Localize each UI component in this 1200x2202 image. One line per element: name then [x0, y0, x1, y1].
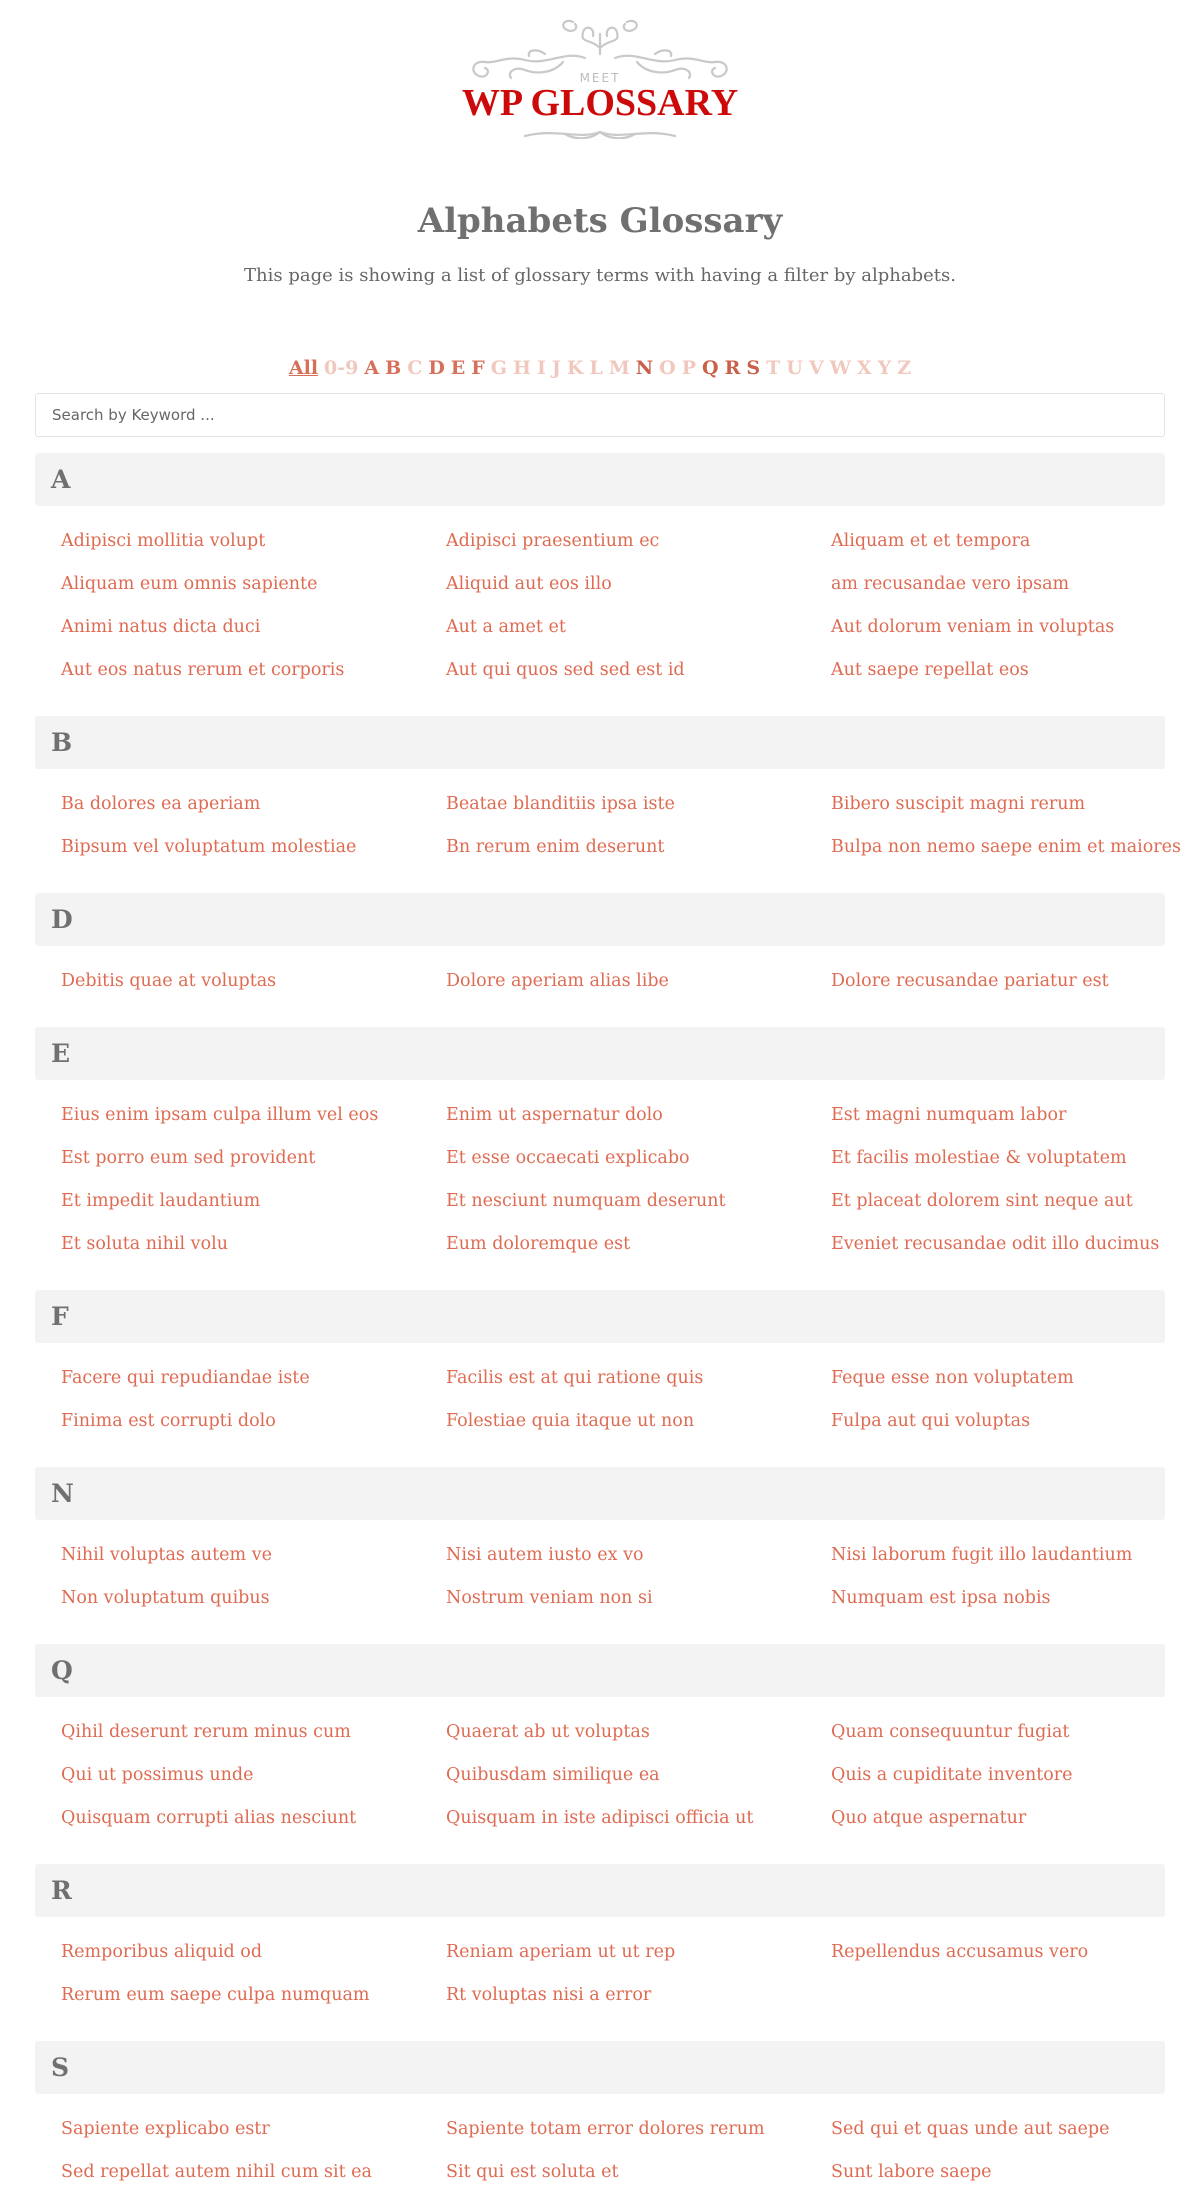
term-list: [35, 769, 1181, 877]
term-list: [35, 1917, 1165, 2025]
glossary-term-link[interactable]: Quibusdam similique ea: [446, 1765, 660, 1786]
logo-meet-text: MEET: [579, 71, 621, 85]
glossary-term-link[interactable]: Facere qui repudiandae iste: [61, 1368, 310, 1389]
glossary-term-link[interactable]: Sed repellat autem nihil cum sit ea: [61, 2162, 372, 2183]
glossary-section-q: [35, 1644, 1165, 1848]
glossary-term-link[interactable]: Dolore aperiam alias libe: [446, 971, 669, 992]
glossary-term-link[interactable]: Nisi laborum fugit illo laudantium: [831, 1545, 1133, 1566]
page-subtitle: This page is showing a list of glossary terms with having a filter by alphabets.: [244, 264, 956, 286]
alphabet-filter-u: U: [786, 357, 803, 380]
glossary-term-link[interactable]: Numquam est ipsa nobis: [831, 1588, 1051, 1609]
alphabet-filter-w: W: [829, 357, 851, 380]
section-heading: R: [35, 1864, 1165, 1917]
glossary-term-link[interactable]: Reniam aperiam ut ut rep: [446, 1942, 676, 1963]
alphabet-filter-f[interactable]: F: [471, 357, 485, 380]
term-list: [35, 946, 1165, 1011]
glossary-term-link[interactable]: Repellendus accusamus vero: [831, 1942, 1089, 1963]
glossary-term-link[interactable]: Aliquid aut eos illo: [446, 574, 612, 595]
glossary-term-link[interactable]: Quis a cupiditate inventore: [831, 1765, 1073, 1786]
glossary-section-d: [35, 893, 1165, 1011]
glossary-term-link[interactable]: Fulpa aut qui voluptas: [831, 1411, 1031, 1432]
alphabet-filter-x: X: [856, 357, 872, 380]
term-list: [35, 1520, 1165, 1628]
page-title: Alphabets Glossary: [417, 201, 783, 241]
alphabet-filter-j: J: [551, 357, 561, 380]
glossary-term-link[interactable]: Sapiente totam error dolores rerum: [446, 2119, 765, 2140]
alphabet-filter-d[interactable]: D: [428, 357, 445, 380]
glossary-term-link[interactable]: Non voluptatum quibus: [61, 1588, 270, 1609]
glossary-section-a: [35, 453, 1165, 700]
glossary-term-link[interactable]: Debitis quae at voluptas: [61, 971, 277, 992]
glossary-term-link[interactable]: Animi natus dicta duci: [61, 617, 261, 638]
glossary-term-link[interactable]: Et impedit laudantium: [61, 1191, 261, 1212]
glossary-term-link[interactable]: Aut eos natus rerum et corporis: [61, 660, 345, 681]
section-heading: S: [35, 2041, 1165, 2094]
glossary-term-link[interactable]: Aliquam eum omnis sapiente: [61, 574, 318, 595]
alphabet-filter-v: V: [808, 357, 824, 380]
glossary-term-link[interactable]: Bibero suscipit magni rerum: [831, 794, 1086, 815]
glossary-section-f: [35, 1290, 1165, 1451]
section-heading: E: [35, 1027, 1165, 1080]
glossary-term-link[interactable]: Nisi autem iusto ex vo: [446, 1545, 644, 1566]
section-heading: N: [35, 1467, 1165, 1520]
glossary-term-link[interactable]: Sed qui et quas unde aut saepe: [831, 2119, 1110, 2140]
search-box[interactable]: [35, 393, 1165, 437]
glossary-term-link[interactable]: Nostrum veniam non si: [446, 1588, 653, 1609]
glossary-section-s: [35, 2041, 1165, 2202]
glossary-term-link[interactable]: am recusandae vero ipsam: [831, 574, 1070, 595]
logo-brand-text: WP GLOSSARY: [461, 82, 739, 124]
alphabet-filter-y: Y: [877, 357, 892, 380]
alphabet-filter-t: T: [766, 357, 781, 380]
alphabet-filter-l: L: [589, 357, 603, 380]
glossary-term-link[interactable]: Aut saepe repellat eos: [831, 660, 1029, 681]
glossary-term-link[interactable]: Ba dolores ea aperiam: [61, 794, 261, 815]
alphabet-filter-b[interactable]: B: [385, 357, 402, 380]
alphabet-filter-q[interactable]: Q: [702, 357, 719, 380]
glossary-term-link[interactable]: Folestiae quia itaque ut non: [446, 1411, 695, 1432]
glossary-term-link[interactable]: Dolore recusandae pariatur est: [831, 971, 1109, 992]
term-list: [35, 2094, 1165, 2202]
term-list: [35, 1697, 1165, 1848]
glossary-term-link[interactable]: Bn rerum enim deserunt: [446, 837, 665, 858]
glossary-term-link[interactable]: Adipisci mollitia volupt: [61, 531, 266, 552]
term-list: [35, 1080, 1165, 1274]
glossary-term-link[interactable]: Nihil voluptas autem ve: [61, 1545, 272, 1566]
alphabet-filter-i: I: [536, 357, 546, 380]
glossary-term-link[interactable]: Sunt labore saepe: [831, 2162, 992, 2183]
section-heading: D: [35, 893, 1165, 946]
glossary-term-link[interactable]: Est porro eum sed provident: [61, 1148, 316, 1169]
glossary-term-link[interactable]: Sit qui est soluta et: [446, 2162, 619, 2183]
alphabet-filter-all[interactable]: All: [288, 357, 319, 380]
alphabet-filter-z: Z: [897, 357, 912, 380]
glossary-term-link[interactable]: Rerum eum saepe culpa numquam: [61, 1985, 370, 2006]
alphabet-filter-g: G: [490, 357, 508, 380]
page: [15, 0, 1185, 2202]
glossary-term-link[interactable]: Remporibus aliquid od: [61, 1942, 263, 1963]
glossary-term-link[interactable]: Et facilis molestiae & voluptatem: [831, 1148, 1127, 1169]
term-list: [35, 506, 1165, 700]
glossary-term-link[interactable]: Aut qui quos sed sed est id: [446, 660, 685, 681]
alphabet-filter-h: H: [513, 357, 531, 380]
search-input[interactable]: [50, 405, 1150, 425]
glossary-term-link[interactable]: Sapiente explicabo estr: [61, 2119, 270, 2140]
alphabet-filter-p: P: [681, 357, 697, 380]
glossary-term-link[interactable]: Aliquam et et tempora: [831, 531, 1031, 552]
site-logo[interactable]: [455, 14, 745, 139]
section-heading: B: [35, 716, 1165, 769]
glossary-term-link[interactable]: Finima est corrupti dolo: [61, 1411, 276, 1432]
glossary-term-link[interactable]: Et esse occaecati explicabo: [446, 1148, 690, 1169]
glossary-term-link[interactable]: Enim ut aspernatur dolo: [446, 1105, 663, 1126]
glossary-term-link[interactable]: Bipsum vel voluptatum molestiae: [61, 837, 357, 858]
glossary-term-link[interactable]: Aut a amet et: [446, 617, 566, 638]
glossary-section-n: [35, 1467, 1165, 1628]
alphabet-filter-e[interactable]: E: [450, 357, 466, 380]
glossary-term-link[interactable]: Quo atque aspernatur: [831, 1808, 1027, 1829]
glossary-term-link[interactable]: Eum doloremque est: [446, 1234, 631, 1255]
alphabet-filter-s[interactable]: S: [746, 357, 761, 380]
glossary-term-link[interactable]: Qihil deserunt rerum minus cum: [61, 1722, 351, 1743]
glossary-term-link[interactable]: Eius enim ipsam culpa illum vel eos: [61, 1105, 379, 1126]
section-heading: Q: [35, 1644, 1165, 1697]
alphabet-filter: [15, 357, 1185, 379]
glossary-term-link[interactable]: Qui ut possimus unde: [61, 1765, 254, 1786]
alphabet-filter-n[interactable]: N: [635, 357, 654, 380]
alphabet-filter-r[interactable]: R: [724, 357, 741, 380]
section-heading: A: [35, 453, 1165, 506]
glossary-term-link[interactable]: Quisquam corrupti alias nesciunt: [61, 1808, 357, 1829]
section-heading: F: [35, 1290, 1165, 1343]
glossary-term-link[interactable]: Facilis est at qui ratione quis: [446, 1368, 704, 1389]
term-list: [35, 1343, 1165, 1451]
glossary-term-link[interactable]: Rt voluptas nisi a error: [446, 1985, 652, 2006]
glossary-term-link[interactable]: Adipisci praesentium ec: [446, 531, 660, 552]
glossary-term-link[interactable]: Et placeat dolorem sint neque aut: [831, 1191, 1133, 1212]
glossary-term-link[interactable]: Aut dolorum veniam in voluptas: [831, 617, 1115, 638]
alphabet-filter-o: O: [659, 357, 676, 380]
glossary-term-link[interactable]: Quisquam in iste adipisci officia ut: [446, 1808, 754, 1829]
glossary-term-link[interactable]: Eveniet recusandae odit illo ducimus: [831, 1234, 1160, 1255]
glossary-term-link[interactable]: Bulpa non nemo saepe enim et maiores: [831, 837, 1181, 858]
glossary-section-e: [35, 1027, 1165, 1274]
glossary-section-r: [35, 1864, 1165, 2025]
glossary-section-b: [35, 716, 1181, 877]
alphabet-filter-a[interactable]: A: [364, 357, 380, 380]
glossary-term-link[interactable]: Beatae blanditiis ipsa iste: [446, 794, 675, 815]
glossary-term-link[interactable]: Et soluta nihil volu: [61, 1234, 228, 1255]
glossary-term-link[interactable]: Et nesciunt numquam deserunt: [446, 1191, 726, 1212]
alphabet-filter-k: K: [566, 357, 584, 380]
glossary-term-link[interactable]: Quam consequuntur fugiat: [831, 1722, 1070, 1743]
alphabet-filter-m: M: [608, 357, 630, 380]
glossary-term-link[interactable]: Feque esse non voluptatem: [831, 1368, 1074, 1389]
alphabet-filter-c: C: [407, 357, 423, 380]
alphabet-filter-0-9: 0-9: [324, 357, 359, 380]
glossary-term-link[interactable]: Quaerat ab ut voluptas: [446, 1722, 650, 1743]
glossary-term-link[interactable]: Est magni numquam labor: [831, 1105, 1067, 1126]
glossary-sections: [15, 453, 1185, 2202]
